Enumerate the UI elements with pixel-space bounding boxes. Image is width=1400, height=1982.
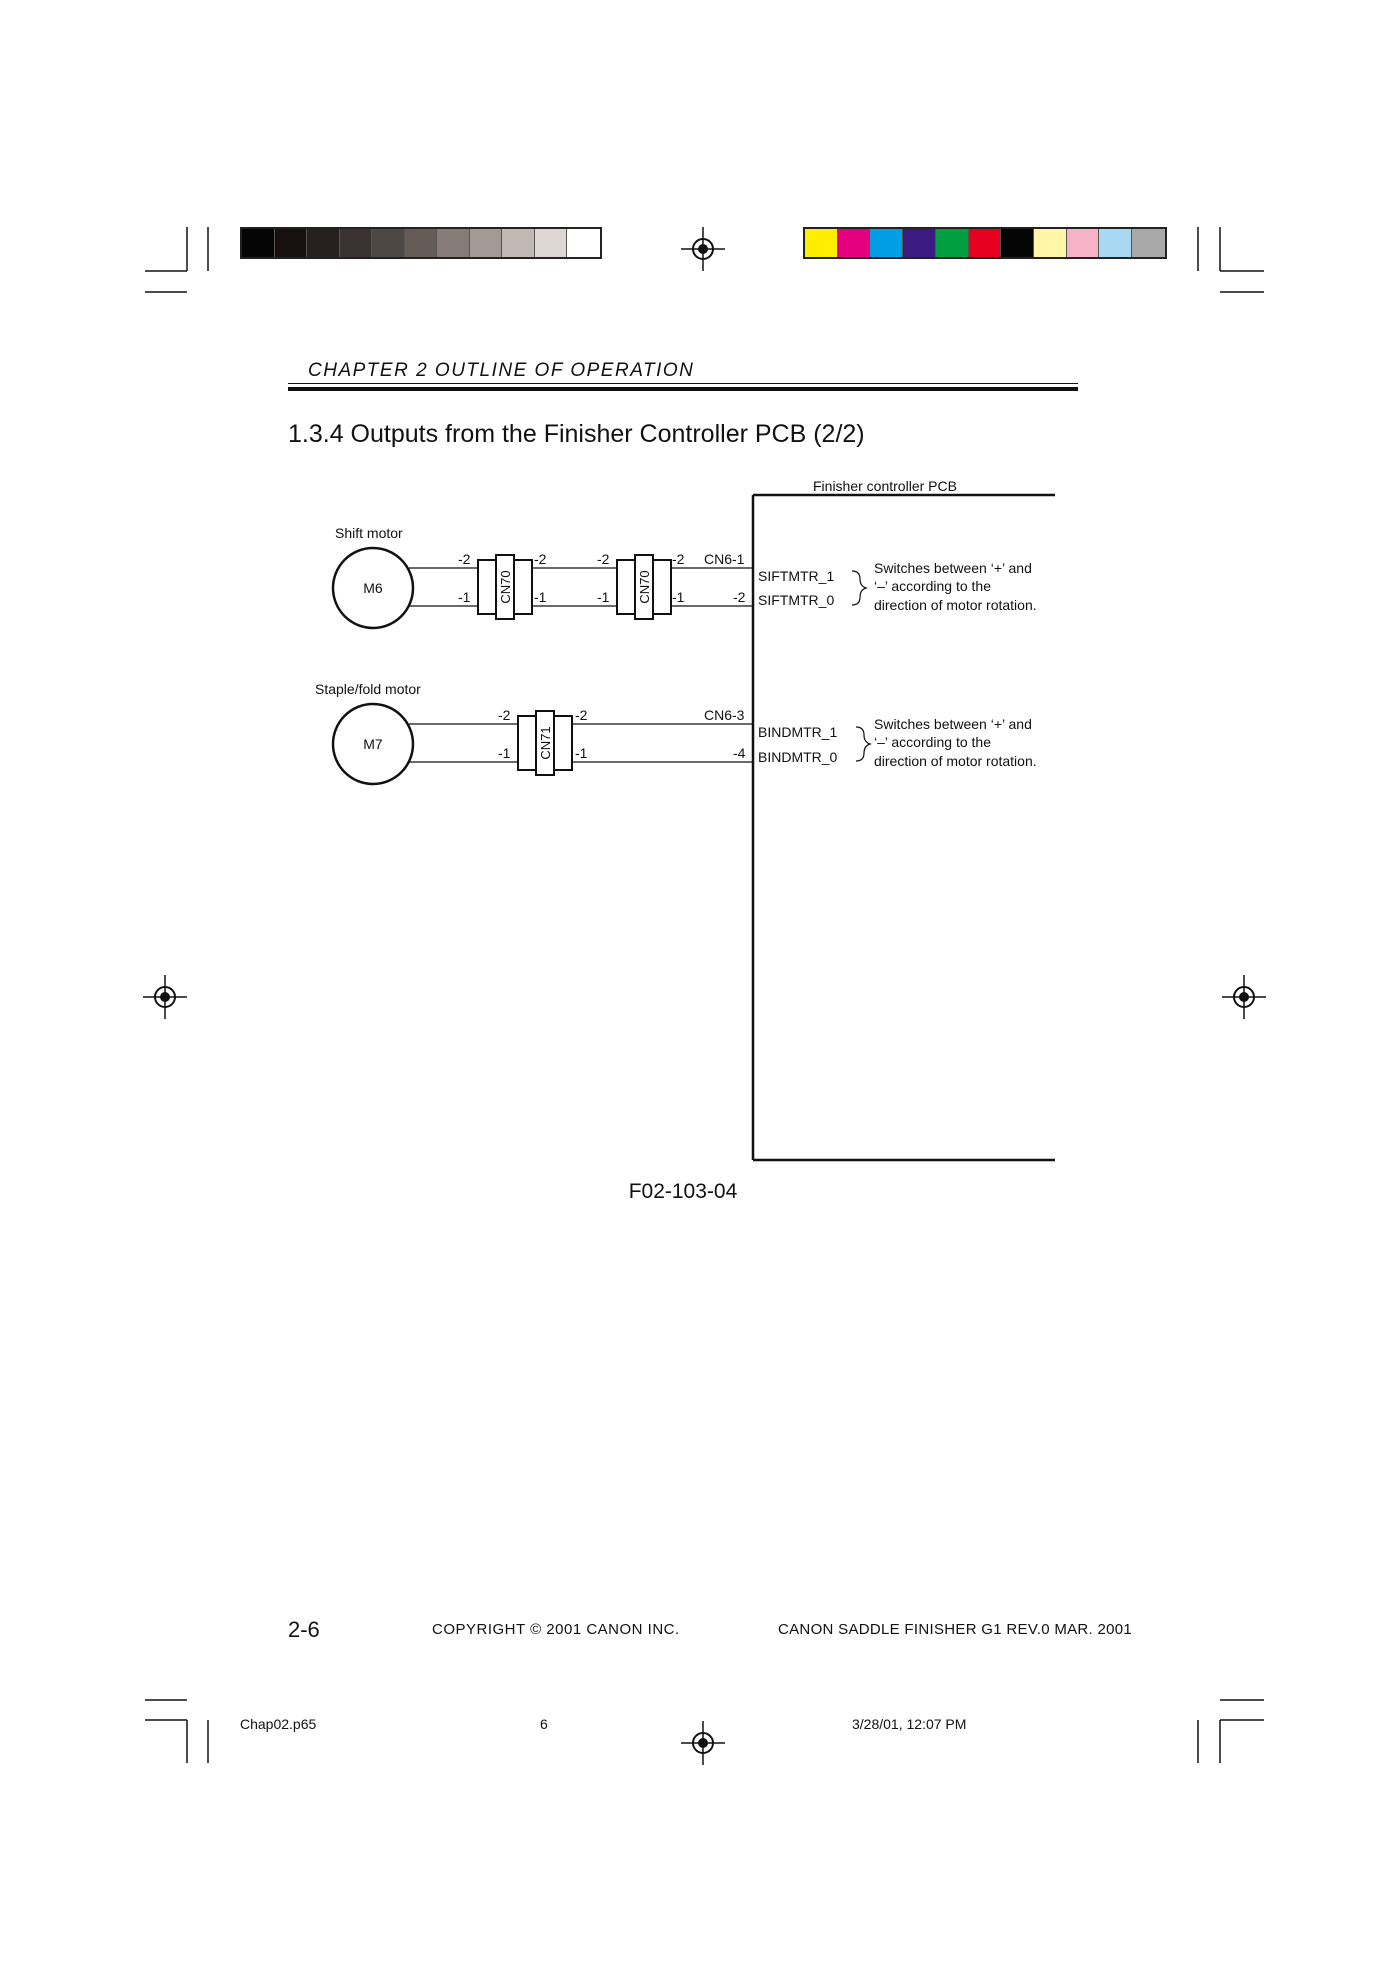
motor-m6-id: M6 bbox=[363, 580, 383, 596]
figure-caption: F02-103-04 bbox=[628, 1180, 738, 1203]
connector-cn70-a-label: CN70 bbox=[498, 570, 513, 604]
pin-label: -2 bbox=[534, 551, 547, 567]
pin-label: -2 bbox=[575, 707, 588, 723]
page-number: 2-6 bbox=[288, 1617, 320, 1642]
pin-label: -2 bbox=[733, 589, 746, 605]
pin-label: -4 bbox=[733, 745, 746, 761]
product-revision: CANON SADDLE FINISHER G1 REV.0 MAR. 2001 bbox=[778, 1621, 1133, 1638]
pin-label: -1 bbox=[534, 589, 547, 605]
pin-label: -1 bbox=[672, 589, 685, 605]
motor-m6-note: Switches between ‘+’ and ‘–’ according to the direction of motor rotation. bbox=[874, 560, 1037, 613]
chapter-heading: CHAPTER 2 OUTLINE OF OPERATION bbox=[308, 360, 695, 381]
connector-cn71-label: CN71 bbox=[538, 726, 553, 760]
pin-label: -2 bbox=[672, 551, 685, 567]
brace-icon bbox=[852, 571, 866, 605]
slug-page: 6 bbox=[540, 1716, 548, 1732]
slug-date: 3/28/01, 12:07 PM bbox=[852, 1716, 967, 1732]
signal-bindmtr-1: BINDMTR_1 bbox=[758, 724, 838, 740]
slug-file: Chap02.p65 bbox=[240, 1716, 317, 1732]
pcb-connector-label: CN6-3 bbox=[704, 707, 745, 723]
pin-label: -2 bbox=[498, 707, 511, 723]
pcb-connector-label: CN6-1 bbox=[704, 551, 745, 567]
staple-fold-motor-label: Staple/fold motor bbox=[315, 681, 421, 697]
signal-bindmtr-0: BINDMTR_0 bbox=[758, 749, 838, 765]
brace-icon bbox=[856, 727, 870, 761]
section-title: 1.3.4 Outputs from the Finisher Controller PCB (2/2) bbox=[288, 420, 865, 448]
pin-label: -1 bbox=[575, 745, 588, 761]
signal-siftmtr-0: SIFTMTR_0 bbox=[758, 592, 835, 608]
signal-siftmtr-1: SIFTMTR_1 bbox=[758, 568, 835, 584]
motor-m7-id: M7 bbox=[363, 736, 383, 752]
pin-label: -2 bbox=[458, 551, 471, 567]
pin-label: -2 bbox=[597, 551, 610, 567]
pin-label: -1 bbox=[458, 589, 471, 605]
connector-cn70-b-label: CN70 bbox=[637, 570, 652, 604]
pin-label: -1 bbox=[498, 745, 511, 761]
shift-motor-label: Shift motor bbox=[335, 525, 403, 541]
copyright: COPYRIGHT © 2001 CANON INC. bbox=[432, 1621, 680, 1638]
pin-label: -1 bbox=[597, 589, 610, 605]
pcb-label: Finisher controller PCB bbox=[813, 478, 957, 494]
motor-m7-note: Switches between ‘+’ and ‘–’ according to the direction of motor rotation. bbox=[874, 716, 1037, 769]
